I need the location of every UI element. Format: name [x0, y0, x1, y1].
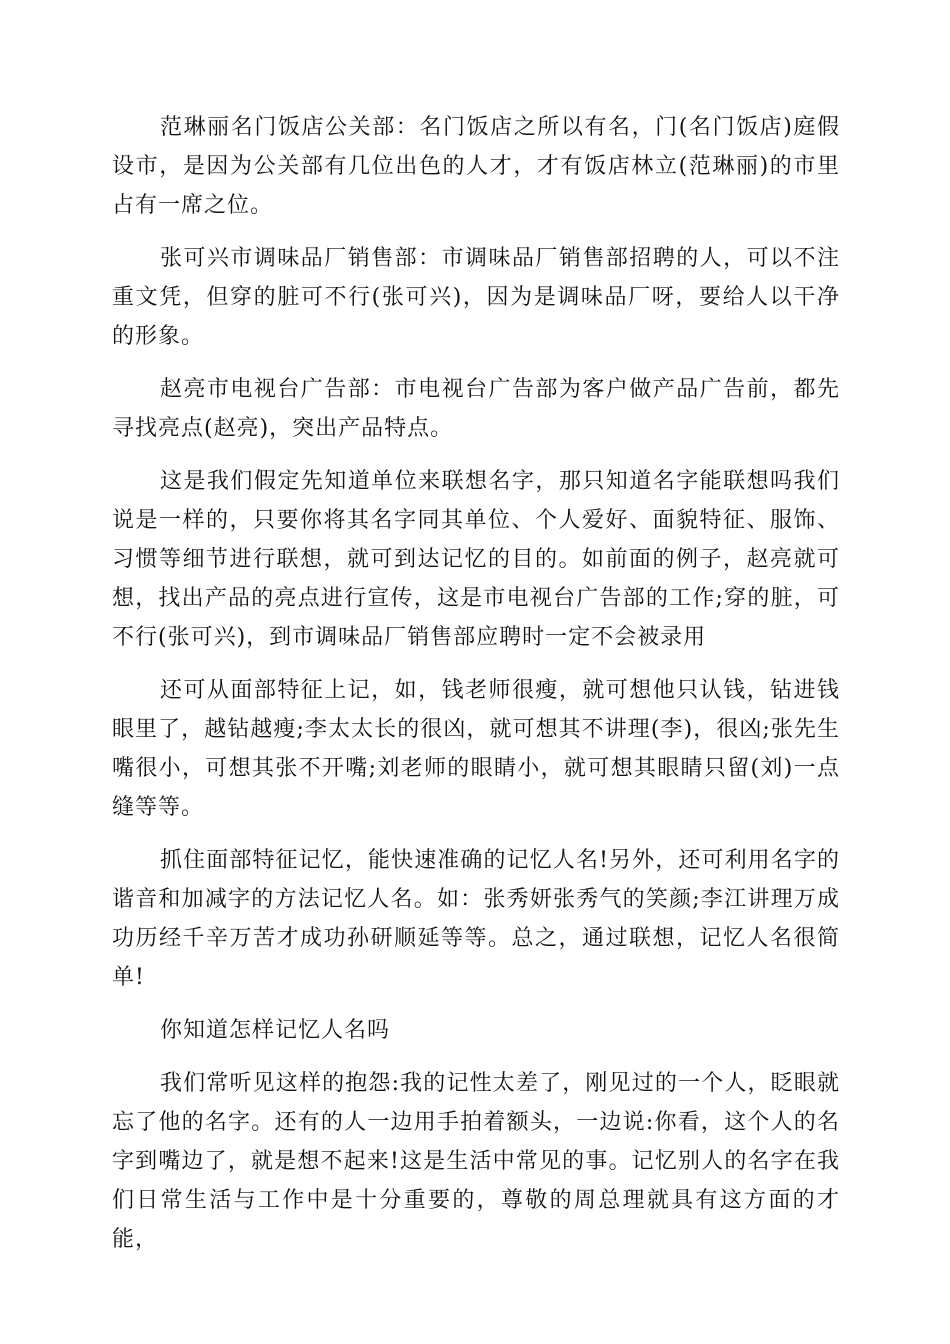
paragraph-zhang-kexing: 张可兴市调味品厂销售部：市调味品厂销售部招聘的人，可以不注重文凭，但穿的脏可不行(张可兴)，因为是调味品厂呀，要给人以干净的形象。	[112, 246, 840, 349]
paragraph-homophone-method: 抓住面部特征记忆，能快速准确的记忆人名!另外，还可利用名字的谐音和加减字的方法记忆人名。如：张秀妍张秀气的笑颜;李江讲理万成功历经千辛万苦才成功孙研顺延等等。总之，通过联想，记忆人名很简单!	[112, 848, 840, 990]
section-heading: 你知道怎样记忆人名吗	[160, 1018, 391, 1043]
paragraph-facial-features: 还可从面部特征上记，如，钱老师很瘦，就可想他只认钱，钻进钱眼里了，越钻越瘦;李太太长的很凶，就可想其不讲理(李)，很凶;张先生嘴很小，可想其张不开嘴;刘老师的眼睛小，就可想其眼睛只留(刘)一点缝等等。	[112, 678, 840, 820]
paragraph-zhao-liang: 赵亮市电视台广告部：市电视台广告部为客户做产品广告前，都先寻找亮点(赵亮)，突出产品特点。	[112, 377, 840, 441]
paragraph-association-method: 这是我们假定先知道单位来联想名字，那只知道名字能联想吗我们说是一样的，只要你将其名字同其单位、个人爱好、面貌特征、服饰、习惯等细节进行联想，就可到达记忆的目的。如前面的例子，赵亮就可想，找出产品的亮点进行宣传，这是市电视台广告部的工作;穿的脏，可不行(张可兴)，到市调味品厂销售部应聘时一定不会被录用	[112, 469, 840, 650]
paragraph-fan-linli: 范琳丽名门饭店公关部：名门饭店之所以有名，门(名门饭店)庭假设市，是因为公关部有几位出色的人才，才有饭店林立(范琳丽)的市里占有一席之位。	[112, 115, 840, 218]
paragraph-complaint: 我们常听见这样的抱怨:我的记性太差了，刚见过的一个人，眨眼就忘了他的名字。还有的人一边用手拍着额头，一边说:你看，这个人的名字到嘴边了，就是想不起来!这是生活中常见的事。记忆别人的名字在我们日常生活与工作中是十分重要的，尊敬的周总理就具有这方面的才能，	[112, 1071, 840, 1252]
